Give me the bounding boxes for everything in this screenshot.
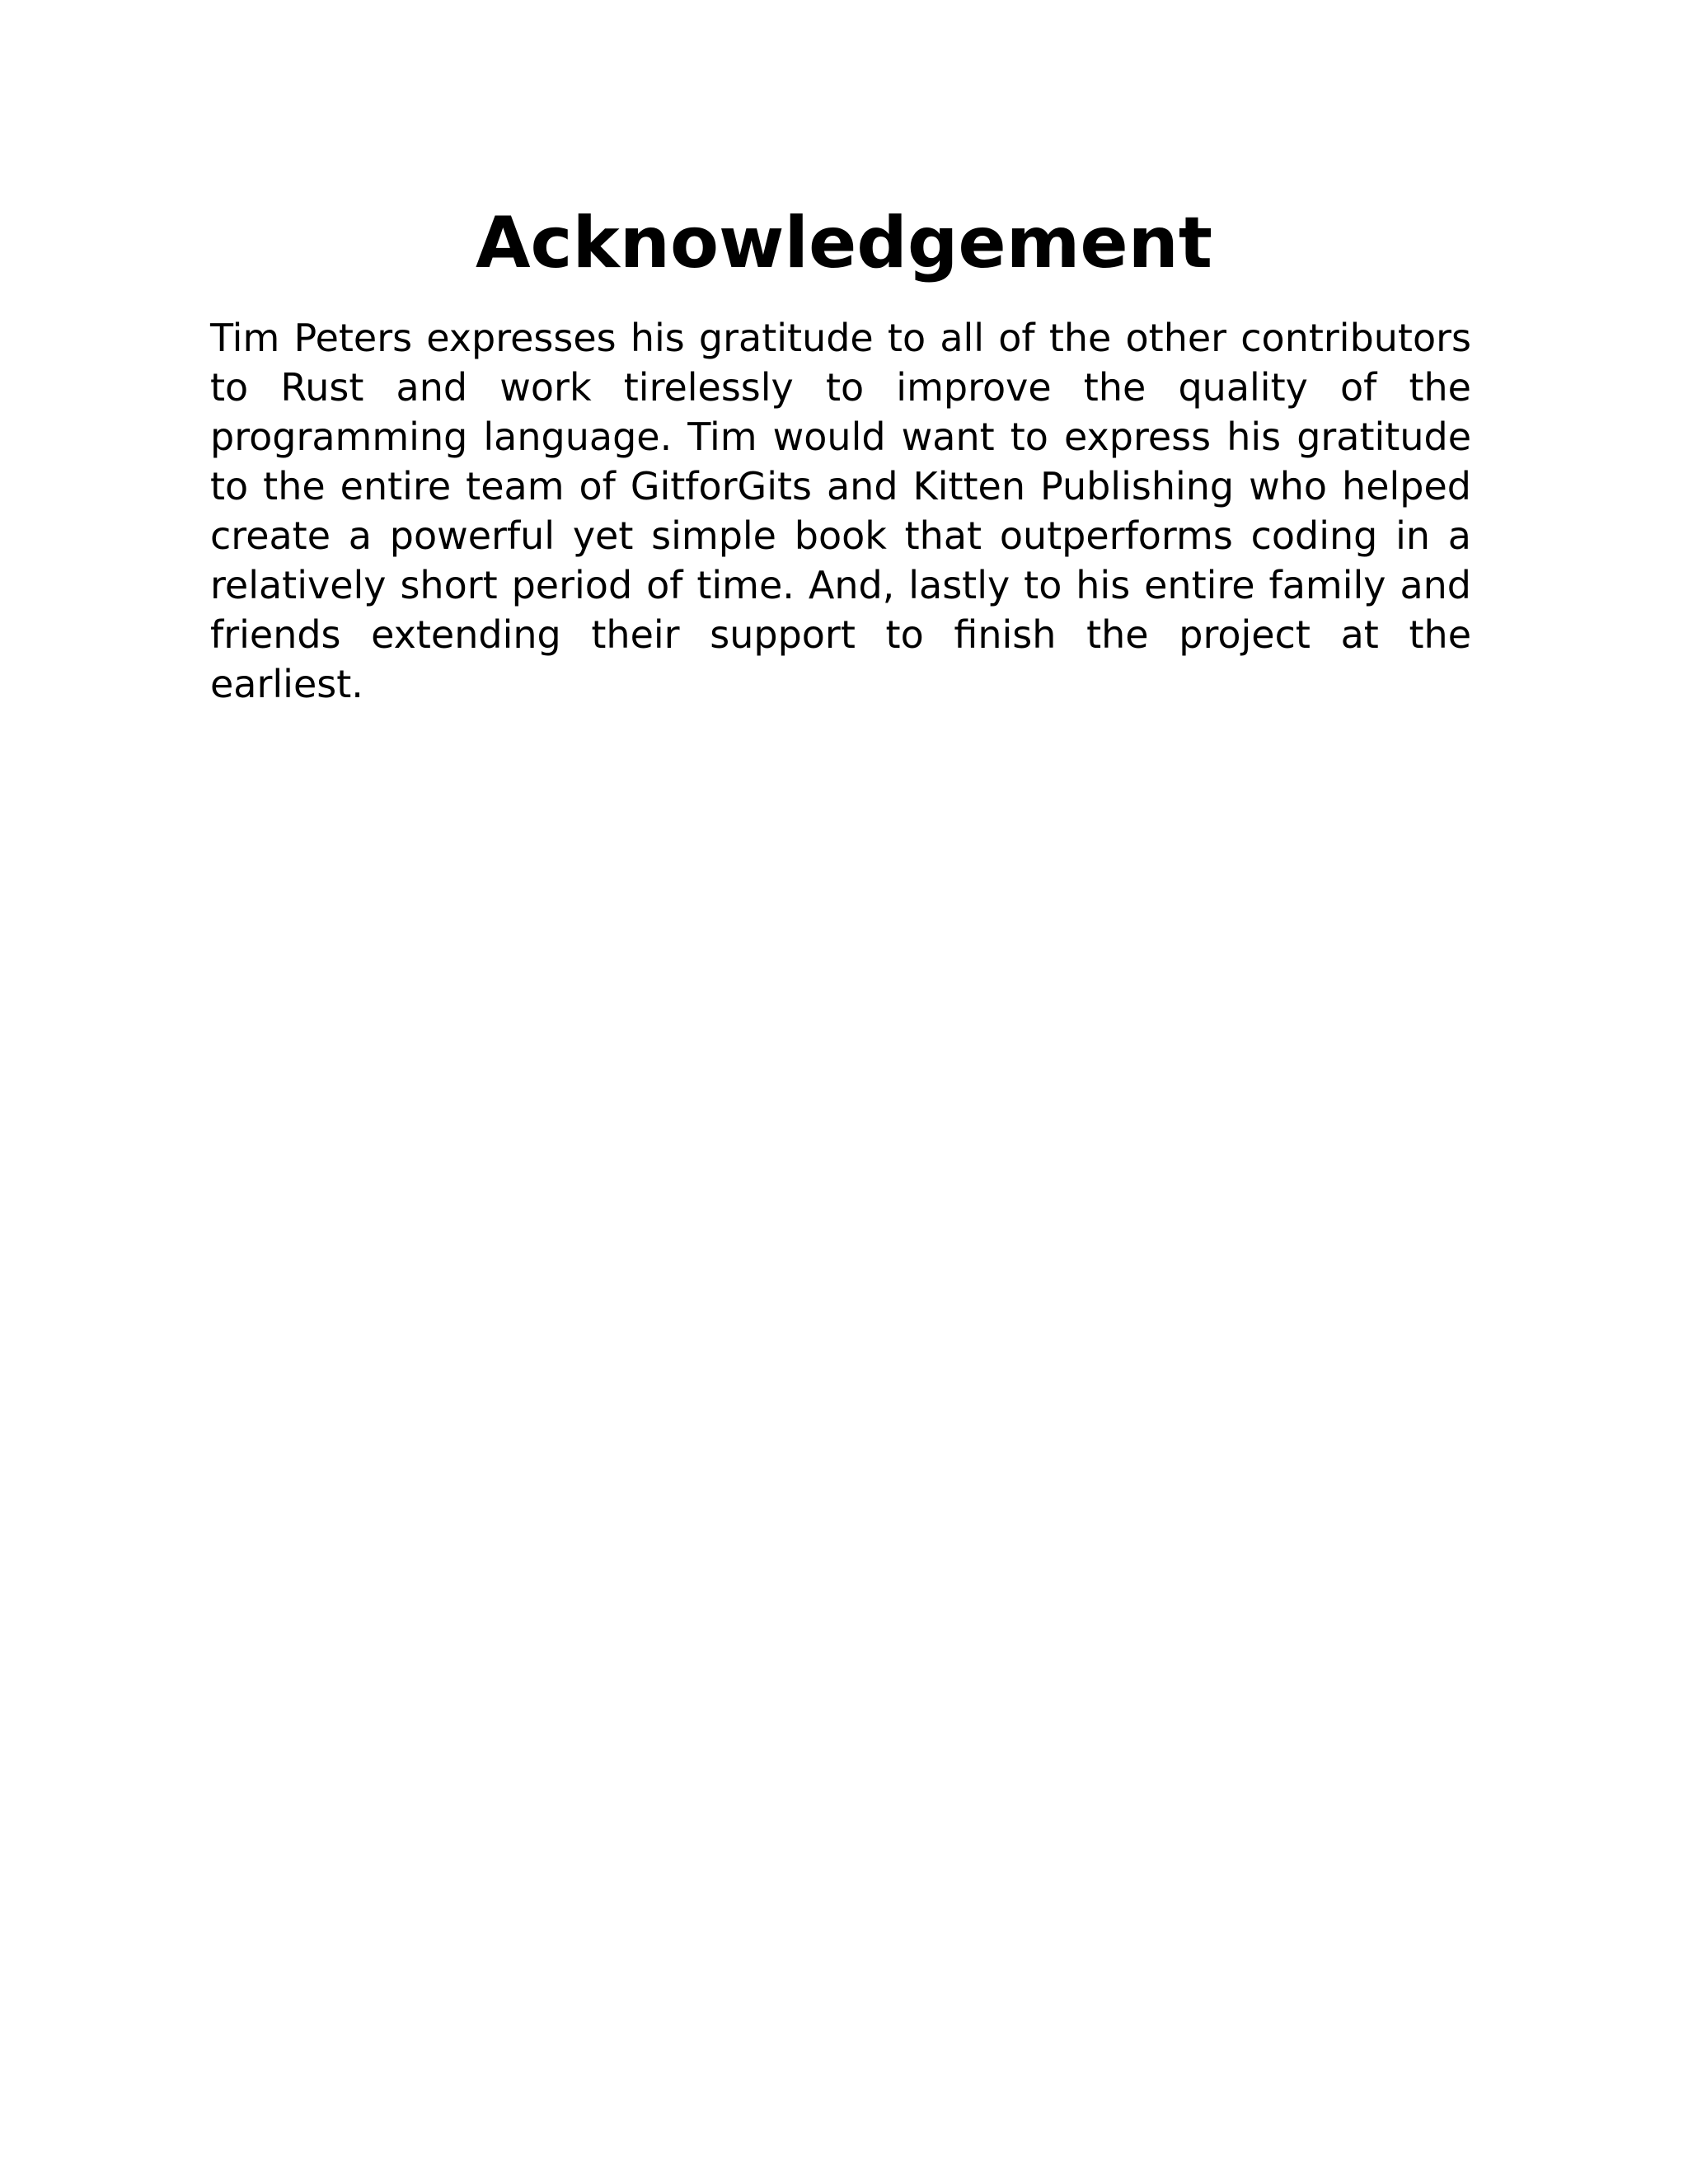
- acknowledgement-paragraph: Tim Peters expresses his gratitude to all of the other contributors to Rust and work tirelessly to improve the quality of the programming language. Tim would want to express his gratitude to the entire team of GitforGits and Kitten Publishing who helped create a powerful yet simple book that outperforms coding in a relatively short period of time. And, lastly to his entire family and friends extending their support to finish the project at the earliest.: [210, 316, 1471, 706]
- page-title: Acknowledgement: [475, 202, 1212, 284]
